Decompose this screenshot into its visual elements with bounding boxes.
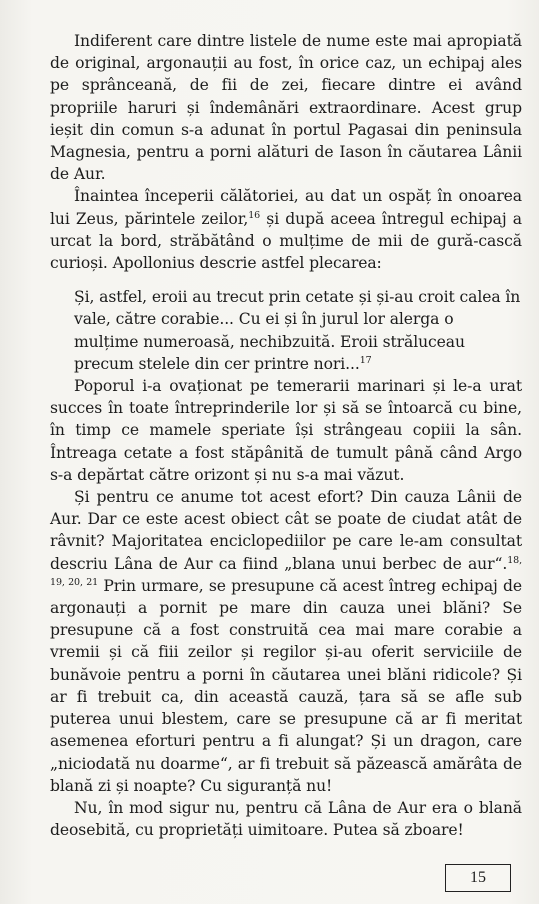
paragraph-text: Înaintea începerii călătoriei, au dat un ospăț în onoarea lui Zeus, părintele zeilor, — [50, 187, 522, 228]
paragraph-people-cheer: Poporul i-a ovaționat pe temerarii marinari și le-a urat succes în toate întreprinderile lor și să se întoarcă cu bine, în timp ce mamele speriate își strângeau copiii la sân. Întreaga cetate a fost stăpânită de tumult până când Argo s-a depărtat către orizont și nu s-a mai văzut. — [50, 377, 522, 484]
block-quote-apollonius — [50, 286, 522, 375]
paragraph-departure-feast — [50, 185, 522, 274]
paragraph-text: Prin urmare, se presupune că acest întreg echipaj de argonauți a pornit pe mare din cauza unei blăni? Se presupune că a fost construită cea mai mare corabie a vremii și că fiii zeilor și regilor și-au oferit serviciile de bunăvoie pentru a porni în căutarea unei blăni ridicole? Și ar fi trebuit ca, din această cauză, țara să se afle sub puterea unui blestem, care se presupune că ar fi meritat asemenea eforturi pentru a fi alungat? Și un dragon, care „niciodată nu doarme“, ar fi trebuit să păzească amărâta de blană zi și noapte? Cu siguranță nu! — [50, 576, 522, 795]
page-number: 15 — [445, 864, 511, 892]
paragraph-text: Și pentru ce anume tot acest efort? Din cauza Lânii de Aur. Dar ce este acest obiect cât se poate de ciudat atât de râvnit? Majoritatea enciclopediilor pe care le-am consultat descriu Lâna de Aur ca fiind „blana unui berbec de aur“. — [50, 488, 522, 573]
body-text — [50, 30, 522, 841]
footnote-ref: 17 — [359, 354, 372, 366]
paragraph-fleece-could-fly: Nu, în mod sigur nu, pentru că Lâna de Aur era o blană deosebită, cu proprietăți uimitoare. Putea să zboare! — [50, 798, 522, 840]
paragraph-golden-fleece-question — [50, 486, 522, 797]
paragraph-argonauts-crew: Indiferent care dintre listele de nume este mai apropiată de original, argonauții au fost, în orice caz, un echipaj ales pe sprânceană, de fii de zei, fiecare dintre ei având propriile haruri și îndemânări extraordinare. Acest grup ieșit din comun s-a adunat în portul Pagasai din peninsula Magnesia, pentru a porni alături de Iason în căutarea Lânii de Aur. — [50, 32, 522, 184]
footnote-ref: 18, 19, 20, 21 — [50, 554, 522, 588]
quote-text: Și, astfel, eroii au trecut prin cetate și și-au croit calea în vale, către corabie... Cu ei și în jurul lor alerga o mulțime numeroasă, nechibzuită. Eroii străluceau precum stelele din cer printre nori... — [74, 288, 521, 373]
footnote-ref: 16 — [248, 209, 261, 221]
paragraph-text: și după aceea întregul echipaj a urcat la bord, străbătând o mulțime de mii de gură-cască curioși. Apollonius descrie astfel plecarea: — [50, 209, 522, 273]
